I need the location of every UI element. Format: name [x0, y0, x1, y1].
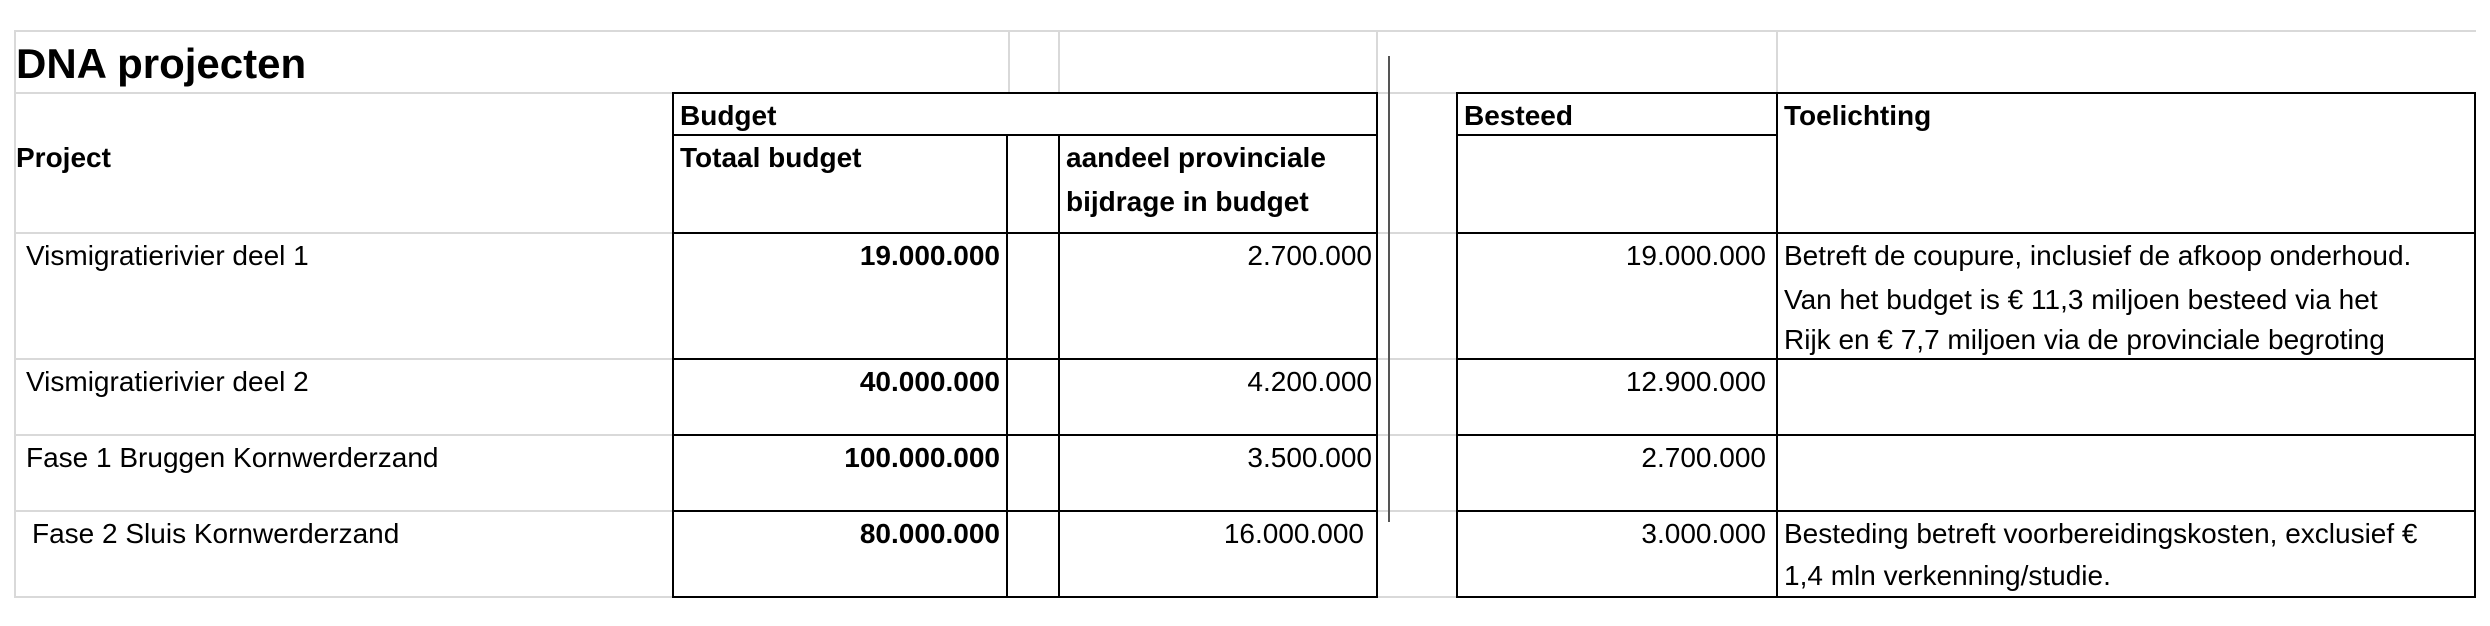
toelichting-line: Betreft de coupure, inclusief de afkoop onderhoud.: [1784, 240, 2412, 271]
project-name: Vismigratierivier deel 2: [26, 366, 309, 397]
header-budget: Budget: [680, 100, 777, 131]
border: [1456, 92, 2476, 94]
toelichting-line: Van het budget is € 11,3 miljoen besteed via het: [1784, 284, 2378, 315]
besteed-value: 2.700.000: [1641, 442, 1766, 473]
gridline: [1378, 596, 1456, 598]
besteed-value: 3.000.000: [1641, 518, 1766, 549]
divider-line: [1388, 56, 1390, 522]
border: [1058, 134, 1060, 598]
gridline: [14, 92, 674, 94]
border: [1376, 92, 1378, 598]
gridline: [14, 596, 674, 598]
header-aandeel-line1: aandeel provinciale: [1066, 142, 1326, 173]
header-besteed: Besteed: [1464, 100, 1573, 131]
gridline: [14, 30, 16, 598]
totaal-budget-value: 100.000.000: [844, 442, 1000, 473]
border: [672, 92, 674, 598]
aandeel-value: 16.000.000: [1223, 518, 1364, 549]
project-name: Fase 1 Bruggen Kornwerderzand: [26, 442, 439, 473]
header-toelichting: Toelichting: [1784, 100, 1932, 131]
totaal-budget-value: 19.000.000: [859, 240, 1000, 271]
border: [1776, 92, 1778, 598]
totaal-budget-value: 80.000.000: [859, 518, 1000, 549]
aandeel-value: 4.200.000: [1247, 366, 1372, 397]
header-aandeel-line2: bijdrage in budget: [1066, 186, 1309, 217]
border: [1006, 134, 1008, 598]
project-name: Fase 2 Sluis Kornwerderzand: [32, 518, 400, 549]
besteed-value: 12.900.000: [1625, 366, 1766, 397]
besteed-value: 19.000.000: [1625, 240, 1766, 271]
header-project: Project: [16, 142, 111, 173]
border: [672, 596, 1378, 598]
toelichting-line: Besteding betreft voorbereidingskosten, exclusief €: [1784, 518, 2418, 549]
gridline: [1376, 30, 1378, 92]
gridline: [14, 30, 2476, 32]
border: [2474, 92, 2476, 598]
toelichting-line: 1,4 mln verkenning/studie.: [1784, 560, 2111, 591]
aandeel-value: 2.700.000: [1247, 240, 1372, 271]
gridline: [1776, 30, 1778, 92]
border: [1456, 92, 1458, 598]
aandeel-value: 3.500.000: [1247, 442, 1372, 473]
toelichting-line: Rijk en € 7,7 miljoen via de provinciale begroting: [1784, 324, 2385, 355]
header-totaal-budget: Totaal budget: [680, 142, 862, 173]
gridline: [1058, 30, 1060, 92]
sheet-title: DNA projecten: [16, 40, 307, 87]
gridline: [1008, 30, 1010, 92]
totaal-budget-value: 40.000.000: [859, 366, 1000, 397]
border: [672, 92, 1378, 94]
project-name: Vismigratierivier deel 1: [26, 240, 309, 271]
